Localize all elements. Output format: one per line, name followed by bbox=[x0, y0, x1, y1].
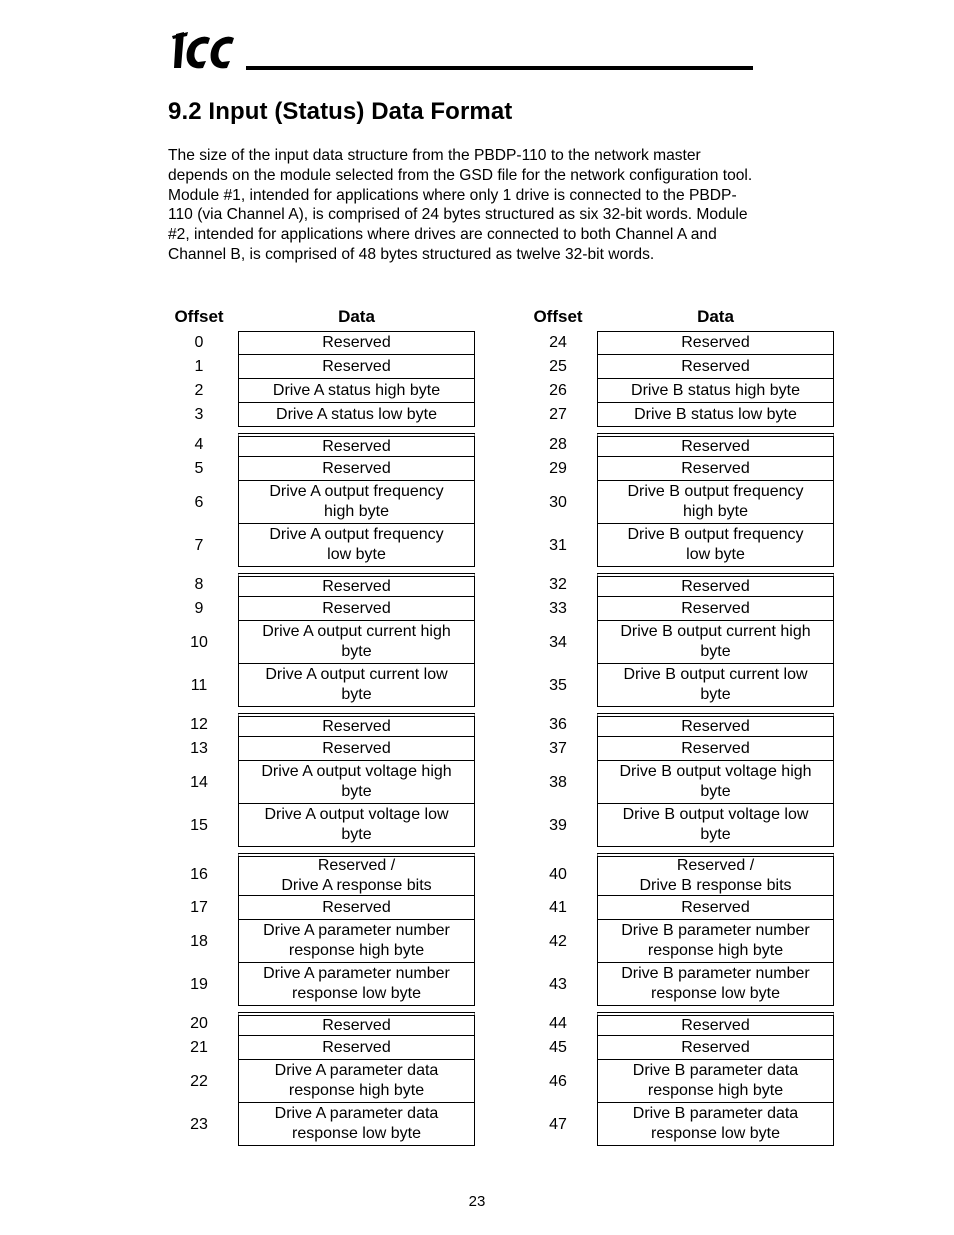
data-header: Data bbox=[338, 307, 375, 326]
intro-line: depends on the module selected from the GSD file for the network configuration tool. bbox=[168, 166, 753, 184]
data-cell bbox=[597, 621, 834, 664]
data-cell bbox=[597, 804, 834, 847]
offset-cell: 23 bbox=[190, 1115, 208, 1133]
icc-logo bbox=[172, 28, 242, 72]
offset-cell: 20 bbox=[190, 1015, 208, 1032]
data-cell-line: Reserved bbox=[681, 437, 750, 455]
data-cell bbox=[238, 403, 475, 427]
offset-cell: 26 bbox=[549, 382, 567, 399]
data-header: Data bbox=[697, 307, 734, 326]
data-cell-line: low byte bbox=[327, 546, 386, 563]
data-cell bbox=[597, 920, 834, 963]
offset-cell: 3 bbox=[194, 406, 204, 423]
data-cell-line: Drive A output frequency bbox=[269, 526, 444, 543]
data-cell bbox=[238, 331, 475, 355]
data-cell-line: Drive A status low byte bbox=[276, 405, 437, 423]
data-cell bbox=[238, 1036, 475, 1060]
data-cell-line: byte bbox=[700, 826, 731, 843]
data-cell-line: Reserved / bbox=[317, 857, 396, 874]
data-cell-line: Drive A output voltage low bbox=[264, 806, 449, 823]
offset-cell: 16 bbox=[190, 865, 208, 883]
offset-cell: 47 bbox=[549, 1115, 567, 1133]
data-cell bbox=[238, 481, 475, 524]
data-cell-line: Drive B parameter number bbox=[621, 922, 810, 939]
data-cell-line: Drive A parameter data bbox=[274, 1062, 439, 1079]
offset-cell: 27 bbox=[549, 406, 567, 423]
data-cell-line: Reserved bbox=[681, 459, 750, 477]
data-cell-line: response high byte bbox=[288, 1082, 425, 1099]
data-cell-line: Reserved bbox=[322, 334, 391, 351]
data-cell-line: byte bbox=[700, 686, 731, 703]
offset-cell: 15 bbox=[190, 816, 208, 834]
header-rule bbox=[246, 66, 753, 70]
data-cell bbox=[597, 737, 834, 761]
data-cell bbox=[597, 457, 834, 481]
data-cell-line: Reserved bbox=[681, 577, 750, 595]
offset-cell: 1 bbox=[194, 358, 204, 375]
data-cell bbox=[597, 1103, 834, 1146]
data-cell bbox=[238, 1103, 475, 1146]
offset-cell: 41 bbox=[549, 899, 567, 916]
intro-line: Channel B, is comprised of 48 bytes structured as twelve 32-bit words. bbox=[168, 245, 655, 263]
data-cell-line: response low byte bbox=[292, 985, 421, 1002]
data-cell-line: Drive A output current low bbox=[265, 666, 448, 683]
offset-cell: 7 bbox=[194, 536, 204, 554]
data-cell-line: Reserved bbox=[681, 898, 750, 916]
data-cell bbox=[597, 963, 834, 1006]
data-cell-line: Reserved bbox=[681, 1038, 750, 1056]
offset-cell: 5 bbox=[194, 460, 204, 477]
offset-cell: 38 bbox=[549, 773, 567, 791]
offset-cell: 30 bbox=[549, 493, 567, 511]
data-cell bbox=[597, 1060, 834, 1103]
offset-cell: 24 bbox=[549, 334, 567, 351]
offset-cell: 43 bbox=[549, 975, 567, 993]
offset-cell: 4 bbox=[194, 436, 204, 453]
data-cell bbox=[238, 963, 475, 1006]
offset-cell: 33 bbox=[549, 600, 567, 617]
data-cell-line: Reserved bbox=[681, 334, 750, 351]
data-cell-line: byte bbox=[341, 643, 372, 660]
data-cell-line: response high byte bbox=[647, 942, 784, 959]
offset-cell: 44 bbox=[549, 1015, 567, 1032]
data-cell-line: Drive A output voltage high bbox=[261, 763, 452, 780]
intro-line: 110 (via Channel A), is comprised of 24 bytes structured as six 32-bit words. Module bbox=[168, 206, 748, 224]
data-cell bbox=[597, 573, 834, 597]
offset-cell: 22 bbox=[190, 1072, 208, 1090]
data-cell-line: byte bbox=[700, 643, 731, 660]
offset-cell: 12 bbox=[190, 716, 208, 733]
page-number: 23 bbox=[468, 1193, 486, 1210]
offset-header: Offset bbox=[533, 307, 583, 326]
offset-cell: 35 bbox=[549, 676, 567, 694]
data-cell-line: response low byte bbox=[292, 1125, 421, 1142]
intro-line: The size of the input data structure from the PBDP-110 to the network master bbox=[168, 147, 701, 164]
offset-cell: 29 bbox=[549, 460, 567, 477]
offset-cell: 25 bbox=[549, 358, 567, 375]
offset-cell: 2 bbox=[194, 382, 204, 399]
intro-line: #2, intended for applications where drives are connected to both Channel A and bbox=[168, 226, 717, 244]
data-cell bbox=[238, 597, 475, 621]
data-cell-line: Reserved bbox=[681, 357, 750, 375]
data-cell bbox=[238, 896, 475, 920]
data-cell bbox=[597, 1036, 834, 1060]
data-cell-line: Drive B output current low bbox=[623, 666, 808, 683]
data-cell bbox=[597, 853, 834, 896]
data-cell-line: byte bbox=[341, 686, 372, 703]
data-cell bbox=[597, 379, 834, 403]
offset-cell: 18 bbox=[190, 932, 208, 950]
data-cell-line: Drive B output frequency bbox=[627, 526, 804, 543]
data-cell-line: Reserved bbox=[681, 739, 750, 757]
data-cell-line: response high byte bbox=[288, 942, 425, 959]
offset-cell: 45 bbox=[549, 1039, 567, 1056]
data-cell bbox=[238, 621, 475, 664]
offset-cell: 8 bbox=[194, 576, 204, 593]
data-cell-line: Reserved bbox=[322, 898, 391, 916]
offset-cell: 11 bbox=[190, 676, 208, 694]
data-cell bbox=[597, 896, 834, 920]
offset-cell: 9 bbox=[194, 600, 204, 617]
data-cell bbox=[238, 920, 475, 963]
offset-cell: 21 bbox=[190, 1039, 208, 1056]
data-cell-line: Drive B output voltage high bbox=[619, 763, 812, 780]
data-cell-line: Reserved bbox=[681, 1016, 750, 1034]
data-cell bbox=[597, 1012, 834, 1036]
data-cell bbox=[238, 804, 475, 847]
offset-cell: 19 bbox=[190, 975, 208, 993]
data-cell bbox=[597, 433, 834, 457]
data-cell bbox=[238, 379, 475, 403]
intro-paragraph bbox=[168, 146, 828, 265]
data-cell bbox=[238, 433, 475, 457]
data-cell-line: Drive B parameter data bbox=[632, 1105, 799, 1122]
data-cell-line: Reserved bbox=[681, 717, 750, 735]
data-cell bbox=[238, 457, 475, 481]
data-cell-line: Drive A output frequency bbox=[269, 483, 444, 500]
offset-cell: 36 bbox=[549, 716, 567, 733]
data-cell bbox=[597, 524, 834, 567]
data-cell bbox=[238, 573, 475, 597]
data-cell bbox=[238, 1060, 475, 1103]
offset-cell: 46 bbox=[549, 1072, 567, 1090]
data-cell bbox=[238, 737, 475, 761]
data-cell bbox=[597, 403, 834, 427]
intro-line: Module #1, intended for applications where only 1 drive is connected to the PBDP- bbox=[168, 186, 737, 204]
offset-cell: 17 bbox=[190, 899, 208, 916]
data-cell-line: byte bbox=[341, 826, 372, 843]
offset-cell: 39 bbox=[549, 816, 567, 834]
data-cell bbox=[597, 664, 834, 707]
offset-cell: 32 bbox=[549, 576, 567, 593]
offset-cell: 28 bbox=[549, 436, 567, 453]
data-cell bbox=[597, 481, 834, 524]
data-cell-line: Drive A parameter number bbox=[263, 965, 450, 982]
data-cell-line: response low byte bbox=[651, 985, 780, 1002]
data-cell-line: Drive A parameter number bbox=[263, 922, 450, 939]
data-cell-line: Drive A status high byte bbox=[272, 381, 441, 399]
data-cell-line: Drive B status low byte bbox=[634, 405, 797, 423]
data-cell-line: Drive A response bits bbox=[281, 877, 432, 894]
data-cell-line: Reserved bbox=[681, 599, 750, 617]
offset-header: Offset bbox=[174, 307, 224, 326]
data-cell bbox=[238, 664, 475, 707]
data-cell bbox=[238, 355, 475, 379]
data-cell-line: Reserved bbox=[322, 739, 391, 757]
offset-cell: 40 bbox=[549, 865, 567, 883]
data-cell bbox=[597, 331, 834, 355]
offset-cell: 31 bbox=[549, 536, 567, 554]
offset-cell: 10 bbox=[190, 633, 208, 651]
data-cell-line: Drive B output current high bbox=[620, 623, 811, 640]
data-cell bbox=[597, 597, 834, 621]
offset-cell: 42 bbox=[549, 932, 567, 950]
data-cell-line: Drive B output voltage low bbox=[622, 806, 809, 823]
data-cell-line: Reserved bbox=[322, 717, 391, 735]
offset-cell: 34 bbox=[549, 633, 567, 651]
data-cell-line: byte bbox=[700, 783, 731, 800]
data-cell-line: Drive A parameter data bbox=[274, 1105, 439, 1122]
data-cell bbox=[238, 761, 475, 804]
offset-cell: 14 bbox=[190, 773, 208, 791]
data-cell-line: Reserved bbox=[322, 459, 391, 477]
data-cell bbox=[597, 355, 834, 379]
data-cell bbox=[238, 524, 475, 567]
offset-cell: 6 bbox=[194, 493, 204, 511]
offset-cell: 0 bbox=[194, 334, 204, 351]
data-cell-line: Drive B parameter data bbox=[632, 1062, 799, 1079]
data-cell bbox=[597, 713, 834, 737]
data-cell-line: high byte bbox=[683, 503, 748, 520]
data-cell-line: Reserved bbox=[322, 437, 391, 455]
data-cell bbox=[238, 713, 475, 737]
offset-cell: 13 bbox=[190, 740, 208, 757]
data-cell-line: Drive B response bits bbox=[639, 877, 792, 894]
offset-cell: 37 bbox=[549, 740, 567, 757]
data-cell-line: Reserved bbox=[322, 577, 391, 595]
data-cell bbox=[597, 761, 834, 804]
section-title: 9.2 Input (Status) Data Format bbox=[168, 98, 513, 125]
data-cell-line: byte bbox=[341, 783, 372, 800]
data-cell-line: response high byte bbox=[647, 1082, 784, 1099]
data-cell-line: Reserved bbox=[322, 1038, 391, 1056]
data-cell-line: Reserved bbox=[322, 1016, 391, 1034]
data-cell-line: Drive A output current high bbox=[262, 623, 451, 640]
data-cell-line: response low byte bbox=[651, 1125, 780, 1142]
data-cell-line: Reserved bbox=[322, 357, 391, 375]
data-cell-line: high byte bbox=[324, 503, 389, 520]
data-cell-line: Drive B status high byte bbox=[631, 381, 800, 399]
data-cell bbox=[238, 853, 475, 896]
data-cell-line: Drive B output frequency bbox=[627, 483, 804, 500]
data-cell-line: Reserved bbox=[322, 599, 391, 617]
data-cell-line: Reserved / bbox=[676, 857, 755, 874]
data-cell-line: low byte bbox=[686, 546, 745, 563]
data-cell bbox=[238, 1012, 475, 1036]
data-cell-line: Drive B parameter number bbox=[621, 965, 810, 982]
